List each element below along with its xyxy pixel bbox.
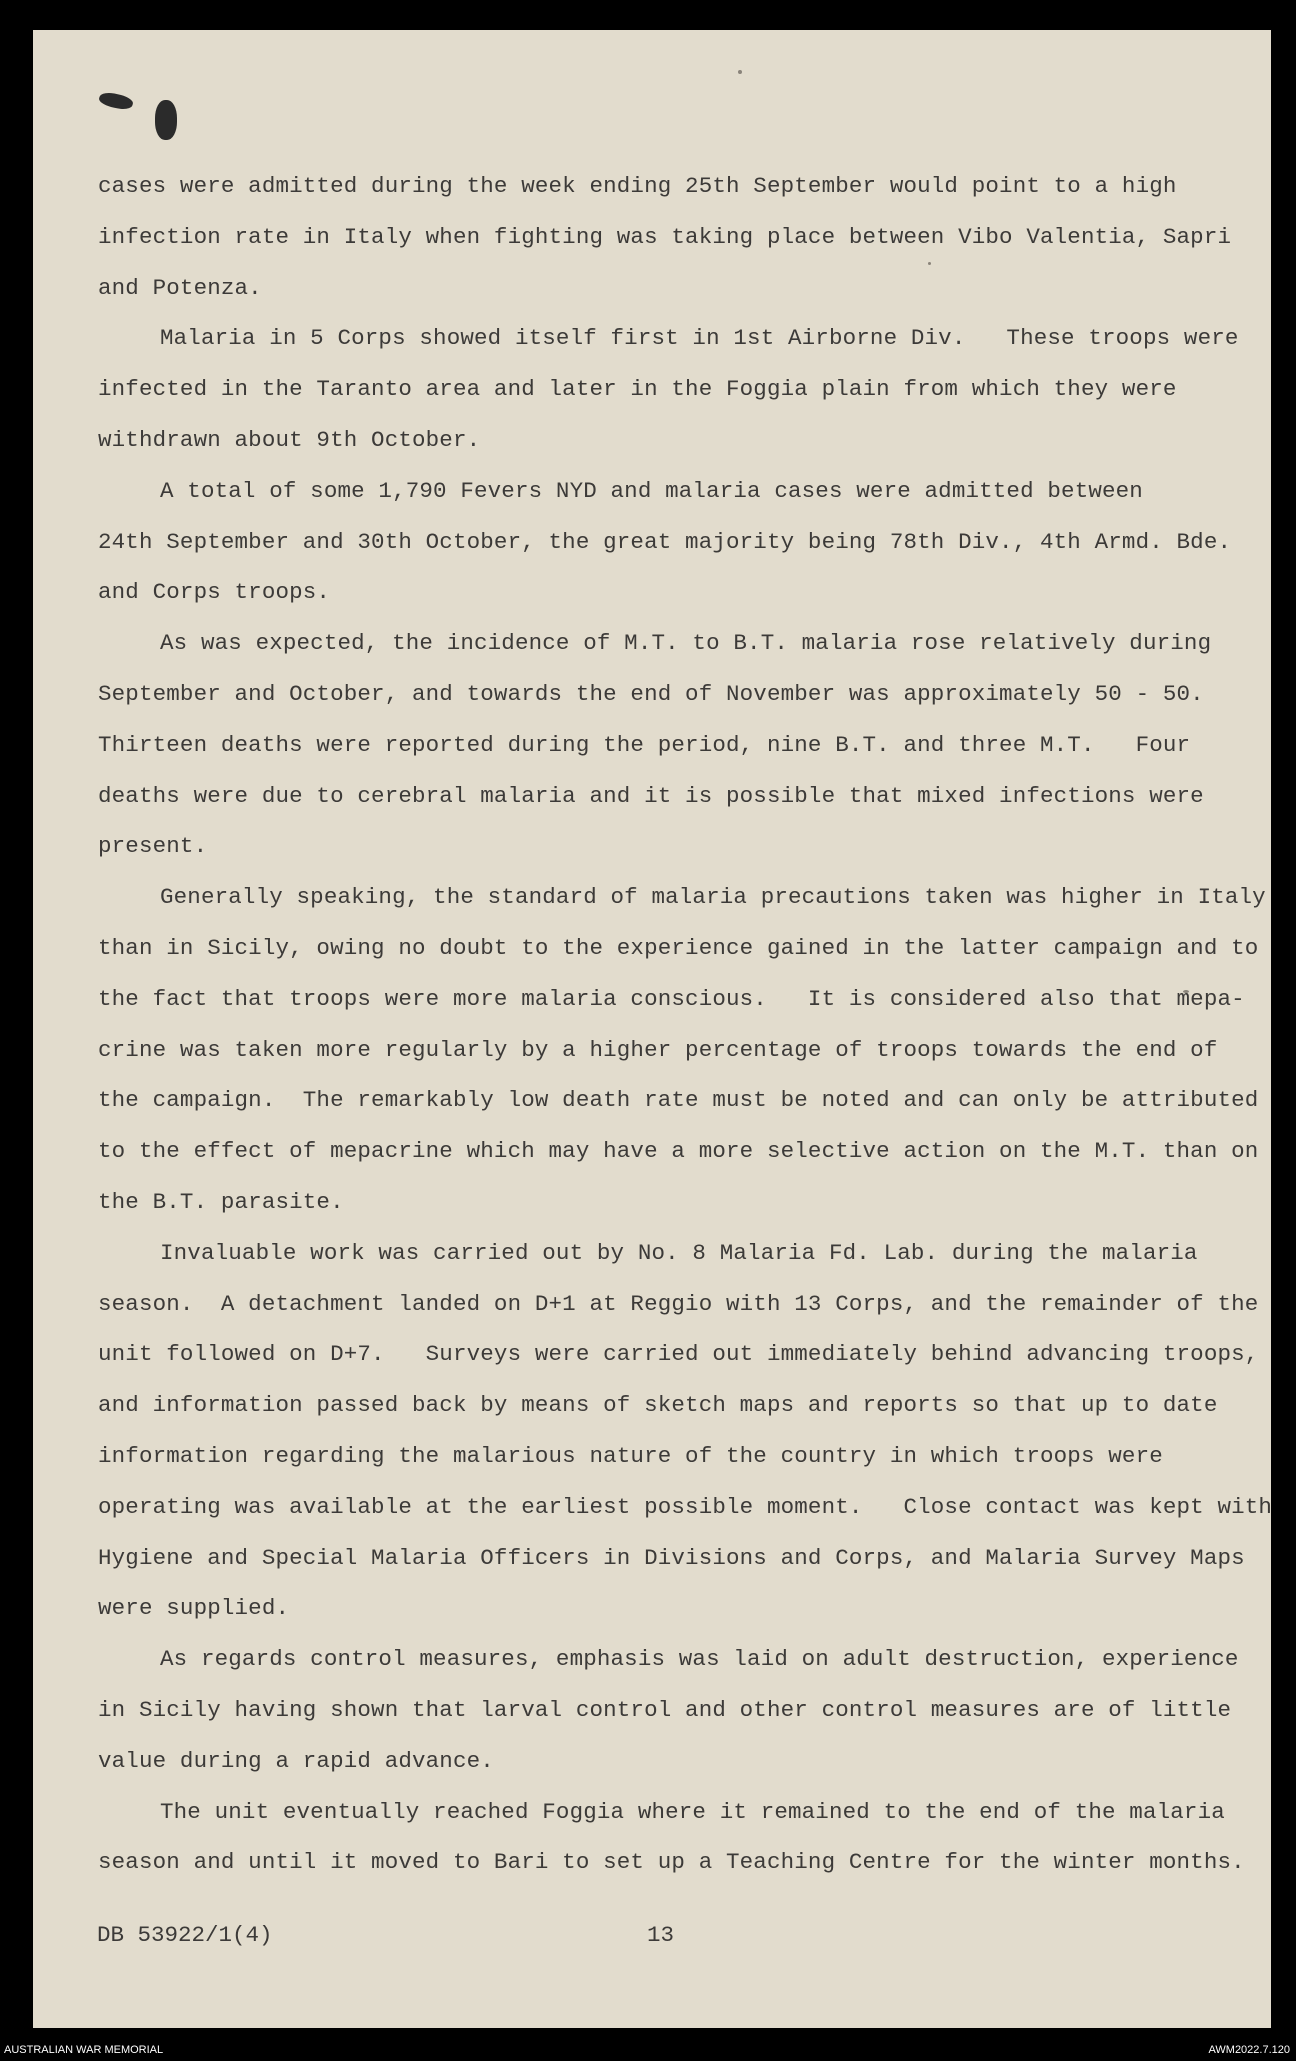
document-reference: DB 53922/1(4) <box>97 1922 273 1948</box>
text-line: Malaria in 5 Corps showed itself first in 1st Airborne Div. These troops were <box>160 325 1239 352</box>
text-line: unit followed on D+7. Surveys were carried out immediately behind advancing troops, <box>98 1341 1259 1368</box>
archive-caption-left: AUSTRALIAN WAR MEMORIAL <box>4 2044 164 2056</box>
text-line: operating was available at the earliest possible moment. Close contact was kept with <box>98 1493 1273 1520</box>
text-line: season. A detachment landed on D+1 at Reggio with 13 Corps, and the remainder of the <box>98 1290 1259 1317</box>
text-line: and information passed back by means of sketch maps and reports so that up to date <box>98 1392 1218 1419</box>
archive-caption-right: AWM2022.7.120 <box>1208 2044 1290 2056</box>
text-line: the campaign. The remarkably low death rate must be noted and can only be attributed <box>98 1087 1259 1114</box>
text-line: were supplied. <box>98 1595 290 1622</box>
paragraph <box>98 618 1238 872</box>
text-line: Thirteen deaths were reported during the period, nine B.T. and three M.T. Four <box>98 731 1191 758</box>
page-number: 13 <box>647 1922 675 1948</box>
paragraph <box>98 1634 1238 1786</box>
text-line: value during a rapid advance. <box>98 1747 494 1774</box>
paragraph <box>98 466 1238 618</box>
text-line: present. <box>98 833 208 860</box>
body-text <box>98 161 1273 1888</box>
text-line: the fact that troops were more malaria conscious. It is considered also that mepa- <box>98 985 1245 1012</box>
text-line: Invaluable work was carried out by No. 8 Malaria Fd. Lab. during the malaria <box>160 1239 1198 1266</box>
text-line: deaths were due to cerebral malaria and it is possible that mixed infections were <box>98 782 1204 809</box>
paragraph <box>98 161 1238 313</box>
text-line: information regarding the malarious nature of the country in which troops were <box>98 1442 1163 1469</box>
text-line: A total of some 1,790 Fevers NYD and malaria cases were admitted between <box>160 477 1143 504</box>
paper-speck <box>738 70 742 74</box>
paragraph <box>98 1787 1245 1889</box>
text-line: The unit eventually reached Foggia where it remained to the end of the malaria <box>160 1798 1225 1825</box>
paragraph <box>98 1228 1273 1634</box>
paragraph <box>98 313 1238 465</box>
punch-hole-mark <box>155 100 177 140</box>
text-line: 24th September and 30th October, the great majority being 78th Div., 4th Armd. Bde. <box>98 528 1232 555</box>
text-line: and Potenza. <box>98 274 262 301</box>
text-line: infected in the Taranto area and later in the Foggia plain from which they were <box>98 376 1177 403</box>
text-line: in Sicily having shown that larval control and other control measures are of little <box>98 1696 1232 1723</box>
text-line: the B.T. parasite. <box>98 1188 344 1215</box>
text-line: season and until it moved to Bari to set up a Teaching Centre for the winter months. <box>98 1849 1245 1876</box>
text-line: As regards control measures, emphasis was laid on adult destruction, experience <box>160 1646 1239 1673</box>
punch-hole-mark <box>98 90 134 112</box>
text-line: Hygiene and Special Malaria Officers in Divisions and Corps, and Malaria Survey Maps <box>98 1544 1245 1571</box>
document-page <box>33 30 1271 2028</box>
text-line: infection rate in Italy when fighting was taking place between Vibo Valentia, Sapri <box>98 223 1232 250</box>
paragraph <box>98 872 1266 1228</box>
text-line: As was expected, the incidence of M.T. to B.T. malaria rose relatively during <box>160 630 1212 657</box>
text-line: withdrawn about 9th October. <box>98 426 481 453</box>
text-line: than in Sicily, owing no doubt to the experience gained in the latter campaign and to <box>98 934 1259 961</box>
text-line: September and October, and towards the end of November was approximately 50 - 50. <box>98 680 1204 707</box>
text-line: cases were admitted during the week ending 25th September would point to a high <box>98 173 1177 199</box>
text-line: and Corps troops. <box>98 579 331 606</box>
text-line: crine was taken more regularly by a higher percentage of troops towards the end of <box>98 1036 1218 1063</box>
text-line: to the effect of mepacrine which may have a more selective action on the M.T. than on <box>98 1138 1259 1165</box>
text-line: Generally speaking, the standard of malaria precautions taken was higher in Italy <box>160 884 1266 911</box>
